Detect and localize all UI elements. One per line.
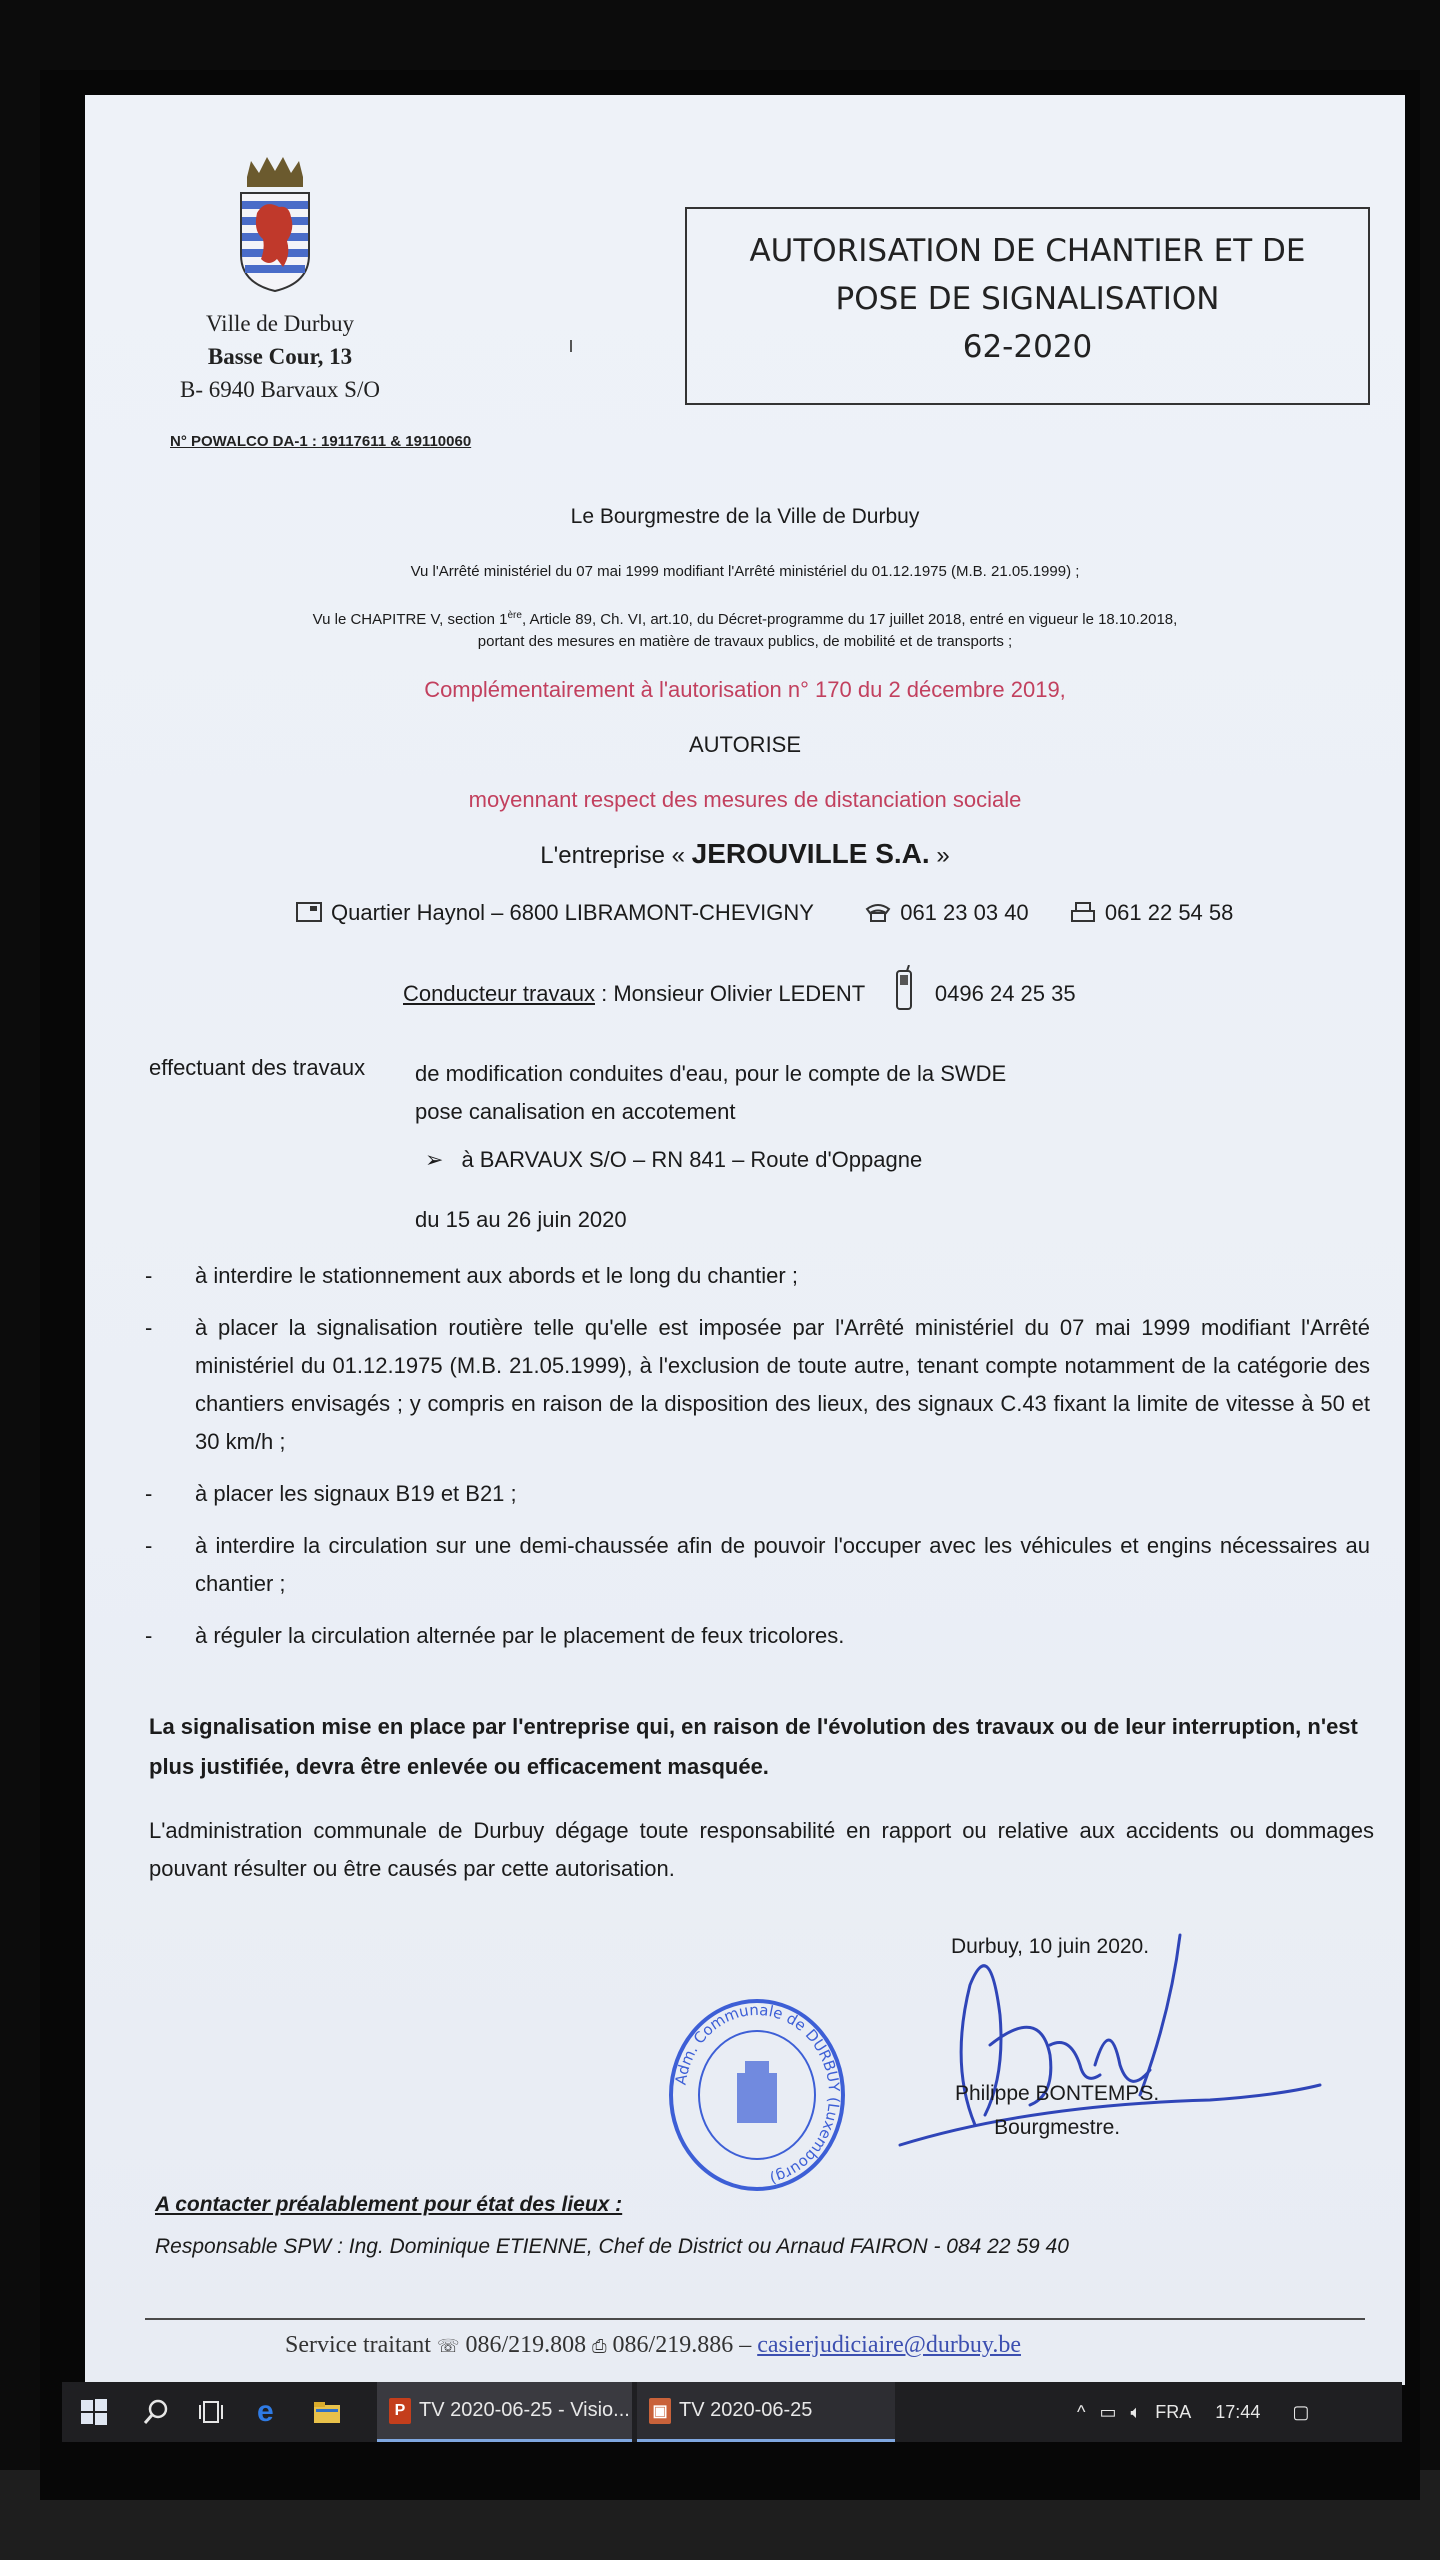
service-phone: 086/219.808 [465,2332,587,2358]
list-item: - à réguler la circulation alternée par le placement de feux tricolores. [145,1623,845,1648]
arrow-bullet-icon: ➢ [425,1147,444,1172]
company-phone: 061 23 03 40 [900,900,1029,925]
title-line-2: POSE DE SIGNALISATION [835,281,1220,317]
complement-line: Complémentairement à l'autorisation n° 170 du 2 décembre 2019, [424,677,1066,702]
stray-mark [570,340,572,352]
site-manager-name: : Monsieur Olivier LEDENT [595,981,865,1006]
title-line-1: AUTORISATION DE CHANTIER ET DE [749,233,1306,269]
contact-details: Responsable SPW : Ing. Dominique ETIENNE, Chef de District ou Arnaud FAIRON - 084 22 59 40 [155,2235,1069,2258]
contact-heading: A contacter préalablement pour état des lieux : [155,2193,623,2216]
site-manager-mobile: 0496 24 25 35 [934,981,1076,1006]
durbuy-crest-icon [235,155,315,295]
ville-name: Ville de Durbuy [205,311,355,336]
postal-locality: B- 6940 Barvaux S/O [180,377,380,402]
sender-address [155,307,405,406]
powalco-reference: N° POWALCO DA-1 : 19117611 & 19110060 [170,433,472,450]
street-address: Basse Cour, 13 [207,344,353,369]
mobile-phone-icon [891,965,917,1013]
company-line: L'entreprise « JEROUVILLE S.A. » [540,838,950,869]
volume-icon[interactable]: 🔈︎ [1130,2401,1142,2422]
official-stamp [665,1995,849,2195]
works-description: de modification conduites d'eau, pour le compte de la SWDE pose canalisation en accotement [415,1061,1007,1124]
letter-icon [295,901,323,923]
fax-glyph-icon: ⎙ [592,2336,607,2356]
document-viewer-icon: ▣ [649,2398,671,2424]
signer-title: Bourgmestre. [994,2116,1121,2139]
taskbar-app-powerpoint[interactable] [377,2382,632,2442]
works-label: effectuant des travaux [149,1055,366,1080]
list-item: - à placer la signalisation routière telle qu'elle est imposée par l'Arrêté ministériel du 07 mai 1999 modifiant l'Arrêté ministériel du 01.12.1975 (M.B. 21.05.1999), à l'exclusion de toute autre, tenant compte notamment de la catégorie des chantiers envisagés ; y compris en raison de la disposition des lieux, des signaux C.43 fixant la limite de vitesse à 50 et 30 km/h ; [145,1315,1370,1454]
service-line: Service traitant ☏ 086/219.808 ⎙ 086/219.886 – casierjudiciaire@durbuy.be [285,2332,1021,2358]
language-indicator[interactable]: FRA [1155,2401,1192,2422]
taskbar-app-viewer[interactable] [637,2382,895,2442]
document-page [85,95,1405,2385]
search-icon [142,2398,170,2426]
list-item: - à interdire le stationnement aux abords et le long du chantier ; [145,1263,798,1288]
notifications-icon[interactable]: ▢ [1292,2401,1310,2422]
list-item: - à interdire la circulation sur une demi-chaussée afin de pouvoir l'occuper avec les véhicules et engins nécessaires au chantier ; [145,1533,1370,1596]
telephone-icon [864,901,892,923]
issuer-line: Le Bourgmestre de la Ville de Durbuy [570,505,920,528]
works-location: ➢ à BARVAUX S/O – RN 841 – Route d'Oppagne [425,1147,923,1172]
list-item: - à placer les signaux B19 et B21 ; [145,1481,517,1506]
service-label: Service traitant [285,2332,431,2358]
autorise-heading: AUTORISE [688,732,802,757]
windows-start-button[interactable] [80,2382,112,2442]
edge-icon: e [257,2395,274,2428]
footer-divider [145,2318,1365,2320]
works-dates: du 15 au 26 juin 2020 [415,1207,627,1232]
legal-basis-1: Vu l'Arrêté ministériel du 07 mai 1999 modifiant l'Arrêté ministériel du 01.12.1975 (M.B. 21.05.1999) ; [410,563,1080,580]
distanciation-line: moyennant respect des mesures de distanciation sociale [468,787,1022,812]
fax-icon [1069,901,1097,923]
company-contact-line [295,900,1237,926]
task-view-button[interactable] [197,2382,229,2442]
chevron-up-icon[interactable]: ^ [1077,2401,1086,2422]
signer-name: Philippe BONTEMPS. [955,2082,1160,2105]
taskbar-app-label: TV 2020-06-25 [679,2399,813,2421]
signer-block [955,2077,1159,2145]
windows-logo-icon [80,2398,108,2426]
stamp-lettering: Adm. Communale de DURBUY (Luxembourg) [671,2000,844,2188]
network-icon[interactable]: ▭ [1099,2401,1117,2422]
signature-date: Durbuy, 10 juin 2020. [951,1935,1150,1958]
phone-glyph-icon: ☏ [436,2336,460,2356]
conditions-list [145,1257,1370,1669]
taskbar [62,2382,1402,2442]
company-name: JEROUVILLE S.A. [691,838,930,869]
site-manager-line [403,965,1076,1013]
service-fax: 086/219.886 [612,2332,734,2358]
liability-disclaimer: L'administration communale de Durbuy dégage toute responsabilité en rapport ou relative aux accidents ou dommages pouvant résulter ou être causés par cette autorisation. [149,1818,1374,1881]
system-tray [1077,2382,1397,2442]
edge-browser-button[interactable] [257,2382,289,2442]
file-explorer-button[interactable] [312,2382,346,2442]
task-view-icon [197,2398,225,2426]
site-manager-label: Conducteur travaux [403,981,595,1006]
legal-basis-2: Vu le CHAPITRE V, section 1ère, Article 89, Ch. VI, art.10, du Décret-programme du 17 juillet 2018, entré en vigueur le 18.10.2018, portant des mesures en matière de travaux publics, de mobilité et de transports ; [312,610,1178,650]
title-line-3: 62-2020 [962,329,1093,365]
company-address: Quartier Haynol – 6800 LIBRAMONT-CHEVIGNY [331,900,814,925]
signage-removal-note: La signalisation mise en place par l'entreprise qui, en raison de l'évolution des travaux ou de leur interruption, n'est plus justifiée, devra être enlevée ou efficacement masquée. [149,1714,1358,1779]
search-button[interactable] [142,2382,174,2442]
service-email-link[interactable]: casierjudiciaire@durbuy.be [757,2332,1021,2358]
company-fax: 061 22 54 58 [1104,900,1234,925]
powerpoint-icon: P [389,2398,411,2424]
folder-icon [312,2399,342,2425]
taskbar-app-label: TV 2020-06-25 - Visio... [419,2399,630,2421]
document-title-box [685,207,1370,405]
clock[interactable]: 17:44 [1215,2401,1261,2422]
